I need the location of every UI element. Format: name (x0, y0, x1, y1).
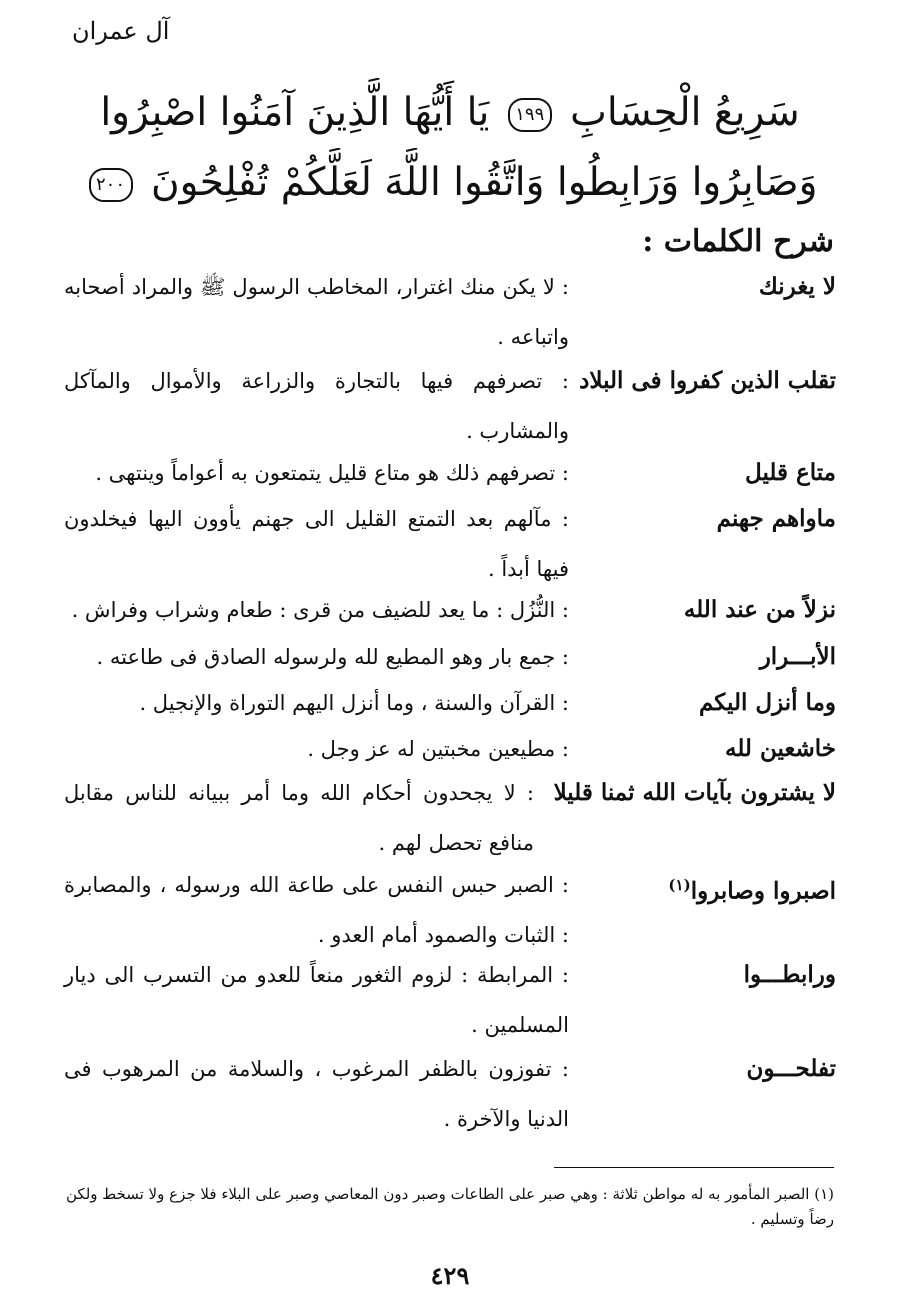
glossary-entry-2 (64, 356, 836, 456)
glossary-entry-7 (64, 678, 836, 728)
glossary-entry-9 (64, 768, 836, 868)
glossary-entry-12 (64, 1044, 836, 1144)
glossary-term (586, 860, 836, 917)
glossary-term: لا يشترون بآيات الله ثمنا قليلا (553, 779, 836, 806)
verse-line-1 (60, 78, 840, 148)
section-heading: شرح الكلمات : (642, 224, 834, 259)
glossary-term: الأبـــرار (759, 643, 836, 670)
glossary-definition: : تصرفهم فيها بالتجارة والزراعة والأموال والمآكل والمشارب . (64, 369, 569, 443)
footnote-marker: (١) (668, 876, 691, 894)
ayah-number-200: ٢٠٠ (89, 168, 133, 202)
surah-name-header: آل عمران (72, 17, 170, 45)
glossary-term: وما أنزل اليكم (699, 689, 836, 716)
glossary-definition: : الصبر حبس النفس على طاعة الله ورسوله ، والمصابرة : الثبات والصمود أمام العدو . (64, 873, 569, 947)
glossary-definition: : مطيعين مخبتين له عز وجل . (307, 737, 569, 761)
glossary-term: تقلب الذين كفروا فى البلاد (579, 367, 836, 394)
glossary-entry-1 (64, 262, 836, 362)
glossary-entry-6 (64, 632, 836, 682)
glossary-definition: : لا يجحدون أحكام الله وما أمر ببيانه للناس مقابل منافع تحصل لهم . (64, 781, 534, 855)
glossary-entry-4 (64, 494, 836, 594)
glossary-term: ماواهم جهنم (716, 505, 836, 532)
glossary-term: لا يغرنك (758, 273, 836, 300)
ayah-number-199: ١٩٩ (508, 98, 552, 132)
glossary-definition: : جمع بار وهو المطيع لله ولرسوله الصادق فى طاعته . (96, 645, 569, 669)
footnote-divider (554, 1167, 834, 1168)
verse-text-2: وَصَابِرُوا وَرَابِطُوا وَاتَّقُوا اللَّهَ لَعَلَّكُمْ تُفْلِحُونَ (150, 160, 818, 205)
quran-verse-block (60, 78, 840, 218)
glossary-entry-10 (64, 860, 836, 960)
page-number: ٤٢٩ (430, 1261, 470, 1290)
glossary-term: خاشعين لله (724, 735, 836, 762)
glossary-entry-3 (64, 448, 836, 498)
footnote: (١) الصبر المأمور به له مواطن ثلاثة : وهي صبر على الطاعات وصبر دون المعاصي وصبر على البلاء فلا جزع ولا تسخط ولكن رضاً وتسليم . (66, 1185, 834, 1228)
glossary-term: متاع قليل (745, 459, 836, 486)
glossary-term: ورابطـــوا (743, 961, 836, 988)
glossary-definition: : مآلهم بعد التمتع القليل الى جهنم يأوون اليها فيخلدون فيها أبداً . (64, 507, 569, 581)
glossary-entry-5 (64, 585, 836, 635)
glossary-definition: : المرابطة : لزوم الثغور منعاً للعدو من التسرب الى ديار المسلمين . (64, 963, 569, 1037)
glossary-definition: : لا يكن منك اغترار، المخاطب الرسول ﷺ والمراد أصحابه واتباعه . (64, 275, 569, 349)
glossary-definition: : النُّزُل : ما يعد للضيف من قرى : طعام وشراب وفراش . (71, 598, 569, 622)
glossary-definition: : تفوزون بالظفر المرغوب ، والسلامة من المرهوب فى الدنيا والآخرة . (64, 1057, 569, 1131)
glossary-entry-8 (64, 724, 836, 774)
glossary-definition: : القرآن والسنة ، وما أنزل اليهم التوراة والإنجيل . (139, 691, 569, 715)
verse-text-1b: يَا أَيُّهَا الَّذِينَ آمَنُوا اصْبِرُوا (100, 90, 490, 135)
term-text: اصبروا وصابروا (690, 877, 836, 905)
verse-text-1a: سَرِيعُ الْحِسَابِ (570, 90, 800, 135)
glossary-entry-11 (64, 950, 836, 1050)
glossary-definition: : تصرفهم ذلك هو متاع قليل يتمتعون به أعواماً وينتهى . (95, 461, 569, 485)
verse-line-2 (60, 148, 840, 218)
glossary-term: تفلحـــون (746, 1055, 836, 1082)
glossary-term: نزلاً من عند الله (683, 596, 836, 623)
